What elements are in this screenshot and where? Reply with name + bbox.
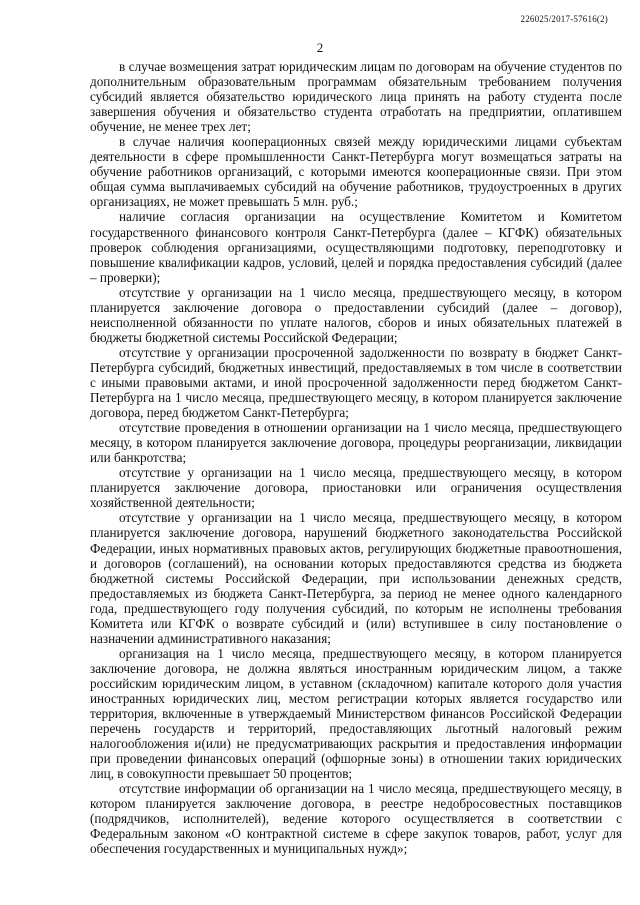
document-body bbox=[90, 59, 622, 856]
paragraph-no-reorganization: отсутствие проведения в отношении организации на 1 число месяца, предшествующего месяцу, в котором планируется заключение договора, процедуры реорганизации, ликвидации или банкротства; bbox=[90, 420, 622, 466]
paragraph-not-foreign-entity: организация на 1 число месяца, предшествующего месяцу, в котором планируется заключение договора, не должна являться иностранным юридическим лицом, а также российским юридическим лицом, в уставном (складочном) капитале которого доля участия иностранных юридических лиц, местом регистрации которых является государство или территория, включенные в утверждаемый Министерством финансов Российской Федерации перечень государств и территорий, предоставляющих льготный налоговый режим налогообложения и(или) не предусматривающих раскрытия и предоставления информации при проведении финансовых операций (офшорные зоны) в отношении таких юридических лиц, в совокупности превышает 50 процентов; bbox=[90, 645, 622, 782]
paragraph-no-budget-violations: отсутствие у организации на 1 число месяца, предшествующего месяцу, в котором планируется заключение договора, нарушений бюджетного законодательства Российской Федерации, иных нормативных правовых актов, регулирующих бюджетные правоотношения, и договоров (соглашений), на основании которых предоставляются средства из бюджета бюджетной системы Российской Федерации, при использовании денежных средств, предоставляемых из бюджета Санкт-Петербурга, за период не менее одного календарного года, предшествующего году получения субсидий, по которым не исполнены требования Комитета или КГФК о возврате субсидий и (или) вступившее в силу постановление о назначении административного наказания; bbox=[90, 510, 622, 646]
document-id: 226025/2017-57616(2) bbox=[520, 14, 608, 24]
paragraph-no-tax-debt: отсутствие у организации на 1 число месяца, предшествующего месяцу, в котором планируется заключение договора о предоставлении субсидий (далее – договор), неисполненной обязанности по уплате налогов, сборов и иных обязательных платежей в бюджеты бюджетной системы Российской Федерации; bbox=[90, 284, 622, 345]
paragraph-no-suspension: отсутствие у организации на 1 число месяца, предшествующего месяцу, в котором планируется заключение договора, приостановки или ограничения осуществления хозяйственной деятельности; bbox=[90, 465, 622, 511]
paragraph-cooperation-links: в случае наличия кооперационных связей между юридическими лицами субъектам деятельности в сфере промышленности Санкт-Петербурга могут возмещаться затраты на обучение работников организаций, с которыми имеются кооперационные связи. При этом общая сумма выплачиваемых субсидий на обучение работников, трудоустроенных в других организациях, не может превышать 5 млн. руб.; bbox=[90, 134, 622, 210]
paragraph-not-in-unfair-suppliers-registry: отсутствие информации об организации на 1 число месяца, предшествующего месяцу, в котором планируется заключение договора, в реестре недобросовестных поставщиков (подрядчиков, исполнителей), ведение которого осуществляется в соответствии с Федеральным законом «О контрактной системе в сфере закупок товаров, работ, услуг для обеспечения государственных и муниципальных нужд»; bbox=[90, 781, 622, 857]
paragraph-no-overdue-debt: отсутствие у организации просроченной задолженности по возврату в бюджет Санкт-Петербурга субсидий, бюджетных инвестиций, предоставляемых в том числе в соответствии с иными правовыми актами, и иной просроченной задолженности перед бюджетом Санкт-Петербурга на 1 число месяца, предшествующего месяцу, в котором планируется заключение договора, перед бюджетом Санкт-Петербурга; bbox=[90, 344, 622, 421]
paragraph-student-training: в случае возмещения затрат юридическим лицам по договорам на обучение студентов по дополнительным образовательным программам обязательным требованием получения субсидий является обязательство юридического лица принять на работу студента после завершения обучения и обязательство студента отработать на предприятии, оплатившем обучение, не менее трех лет; bbox=[90, 59, 622, 135]
paragraph-inspection-consent: наличие согласия организации на осуществление Комитетом и Комитетом государственного финансового контроля Санкт-Петербурга (далее – КГФК) обязательных проверок соблюдения организациями, осуществляющими подготовку, переподготовку и повышение квалификации кадров, условий, целей и порядка предоставления субсидий (далее – проверки); bbox=[90, 209, 622, 285]
page-number: 2 bbox=[316, 40, 324, 55]
